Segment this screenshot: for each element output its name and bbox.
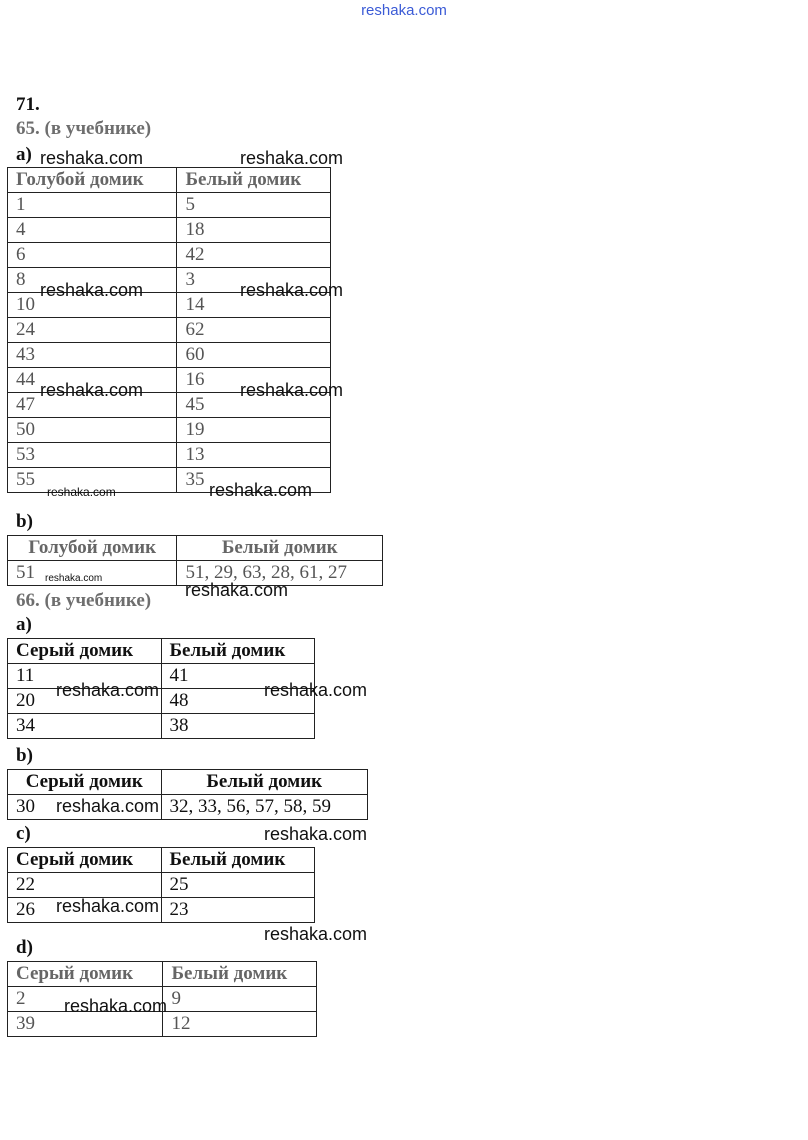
table-cell: 45: [177, 393, 331, 418]
table-row: [8, 873, 315, 898]
site-header-link[interactable]: reshaka.com: [361, 2, 447, 19]
table-row: [8, 193, 331, 218]
table-cell: 42: [177, 243, 331, 268]
header-cell: Серый домик: [8, 962, 163, 987]
table-body: [8, 193, 331, 493]
header-cell: Белый домик: [161, 770, 368, 795]
watermark: reshaka.com: [45, 573, 103, 584]
table-cell: 51, 29, 63, 28, 61, 27: [177, 561, 383, 586]
sub66-d-label: d): [16, 937, 33, 958]
watermark: reshaka.com: [64, 996, 168, 1016]
header-cell: Белый домик: [161, 639, 315, 664]
table-cell: 55: [8, 468, 177, 493]
table-cell: 20: [8, 689, 162, 714]
watermark: reshaka.com: [240, 148, 344, 168]
table-row: [8, 218, 331, 243]
table-row: [8, 443, 331, 468]
table-cell: 32, 33, 56, 57, 58, 59: [161, 795, 368, 820]
table-cell: 25: [161, 873, 315, 898]
watermark: reshaka.com: [40, 148, 144, 168]
table-header-row: [8, 962, 317, 987]
table-cell: 26: [8, 898, 162, 923]
table-cell: 62: [177, 318, 331, 343]
watermark: reshaka.com: [40, 380, 144, 400]
table-cell: 41: [161, 664, 315, 689]
watermark: reshaka.com: [264, 680, 368, 700]
table-cell: 14: [177, 293, 331, 318]
table-cell: 18: [177, 218, 331, 243]
table-row: [8, 243, 331, 268]
table-row: [8, 418, 331, 443]
header-cell: Серый домик: [8, 639, 162, 664]
watermark: reshaka.com: [264, 824, 368, 844]
watermark: reshaka.com: [264, 924, 368, 944]
table-header-row: [8, 770, 368, 795]
sub66-title: 66. (в учебнике): [16, 590, 152, 611]
header-cell: Белый домик: [163, 962, 317, 987]
table-cell: 53: [8, 443, 177, 468]
table-cell: 38: [161, 714, 315, 739]
watermark: reshaka.com: [56, 896, 160, 916]
table-row: [8, 714, 315, 739]
header-cell: Серый домик: [8, 848, 162, 873]
sub65-a-label: a): [16, 144, 32, 165]
table-cell: 51: [8, 561, 177, 586]
table-cell: 60: [177, 343, 331, 368]
table-cell: 48: [161, 689, 315, 714]
table-cell: 12: [163, 1012, 317, 1037]
table-cell: 4: [8, 218, 177, 243]
sub66-b-label: b): [16, 745, 33, 766]
table-cell: 13: [177, 443, 331, 468]
table-cell: 43: [8, 343, 177, 368]
table-cell: 16: [177, 368, 331, 393]
table-cell: 44: [8, 368, 177, 393]
table-cell: 50: [8, 418, 177, 443]
table-header-row: [8, 536, 383, 561]
table-cell: 10: [8, 293, 177, 318]
watermark: reshaka.com: [209, 480, 313, 500]
header-cell: Белый домик: [177, 536, 383, 561]
header-cell: Голубой домик: [8, 168, 177, 193]
table-cell: 3: [177, 268, 331, 293]
table-66c: [7, 847, 315, 923]
table-cell: 9: [163, 987, 317, 1012]
table-header-row: [8, 639, 315, 664]
table-row: [8, 318, 331, 343]
sub65-b-label: b): [16, 511, 33, 532]
watermark: reshaka.com: [240, 380, 344, 400]
table-header-row: [8, 848, 315, 873]
header-cell: Голубой домик: [8, 536, 177, 561]
table-cell: 30: [8, 795, 162, 820]
table-cell: 39: [8, 1012, 163, 1037]
table-body: [8, 873, 315, 923]
header-cell: Белый домик: [177, 168, 331, 193]
table-cell: 19: [177, 418, 331, 443]
watermark: reshaka.com: [40, 280, 144, 300]
watermark: reshaka.com: [56, 680, 160, 700]
table-body: [8, 664, 315, 739]
watermark: reshaka.com: [185, 580, 289, 600]
table-cell: 23: [161, 898, 315, 923]
header-cell: Серый домик: [8, 770, 162, 795]
table-cell: 1: [8, 193, 177, 218]
table-cell: 34: [8, 714, 162, 739]
watermark: reshaka.com: [56, 796, 160, 816]
table-cell: 6: [8, 243, 177, 268]
table-cell: 2: [8, 987, 163, 1012]
table-cell: 11: [8, 664, 162, 689]
sub65-title: 65. (в учебнике): [16, 118, 152, 139]
sub66-c-label: c): [16, 823, 31, 844]
exercise-number: 71.: [16, 94, 40, 115]
table-cell: 8: [8, 268, 177, 293]
watermark: reshaka.com: [47, 485, 116, 499]
table-cell: 35: [177, 468, 331, 493]
table-row: [8, 898, 315, 923]
table-cell: 22: [8, 873, 162, 898]
sub66-a-label: a): [16, 614, 32, 635]
watermark: reshaka.com: [240, 280, 344, 300]
table-65a: [7, 167, 331, 493]
table-row: [8, 343, 331, 368]
table-header-row: [8, 168, 331, 193]
header-cell: Белый домик: [161, 848, 315, 873]
table-cell: 47: [8, 393, 177, 418]
table-cell: 5: [177, 193, 331, 218]
table-cell: 24: [8, 318, 177, 343]
